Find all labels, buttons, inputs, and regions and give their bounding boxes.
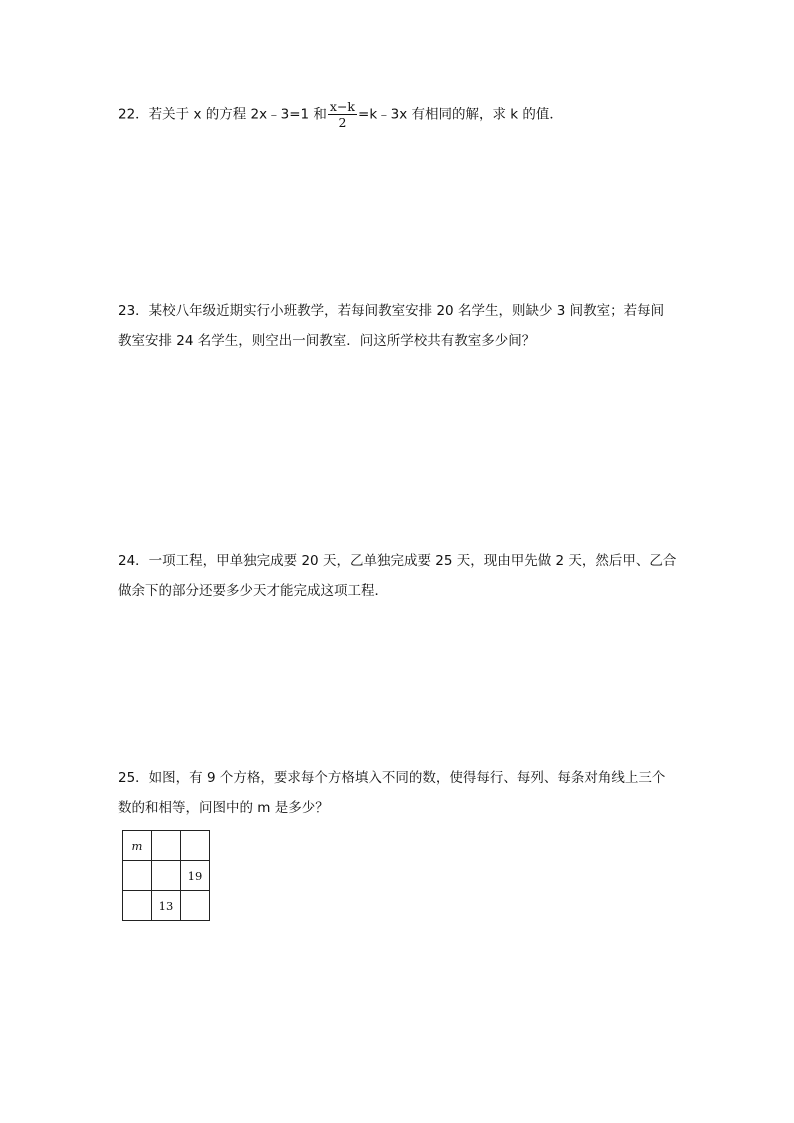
question-23-line-1: 23．某校八年级近期实行小班教学，若每间教室安排 20 名学生，则缺少 3 间教室；若每间	[118, 303, 665, 319]
question-24-line-2: 做余下的部分还要多少天才能完成这项工程．	[118, 583, 388, 599]
grid-cell: m	[123, 831, 152, 861]
question-25-line-2: 数的和相等，问图中的 m 是多少？	[118, 800, 329, 816]
grid-cell	[181, 891, 210, 921]
question-25	[118, 763, 678, 823]
grid-cell	[123, 891, 152, 921]
fraction	[328, 99, 357, 130]
grid-cell: 13	[152, 891, 181, 921]
magic-square-grid	[122, 830, 210, 921]
question-22-text-after: =k﹣3x 有相同的解，求 k 的值．	[358, 106, 563, 123]
question-22-text-before: 22．若关于 x 的方程 2x﹣3=1 和	[118, 106, 327, 123]
grid-row	[123, 891, 210, 921]
question-23	[118, 296, 678, 356]
grid-cell	[181, 831, 210, 861]
question-25-line-1: 25．如图，有 9 个方格，要求每个方格填入不同的数，使得每行、每列、每条对角线上三个	[118, 770, 666, 786]
grid-row	[123, 861, 210, 891]
grid-cell: 19	[181, 861, 210, 891]
question-24	[118, 546, 678, 606]
grid-cell	[152, 861, 181, 891]
grid-cell	[152, 831, 181, 861]
question-22	[118, 99, 678, 130]
question-24-line-1: 24．一项工程，甲单独完成要 20 天，乙单独完成要 25 天，现由甲先做 2 天，然后甲、乙合	[118, 553, 677, 569]
fraction-numerator: x−k	[329, 99, 356, 114]
grid-row	[123, 831, 210, 861]
fraction-denominator: 2	[338, 115, 347, 130]
grid-cell	[123, 861, 152, 891]
question-23-line-2: 教室安排 24 名学生，则空出一间教室．问这所学校共有教室多少间？	[118, 333, 536, 349]
